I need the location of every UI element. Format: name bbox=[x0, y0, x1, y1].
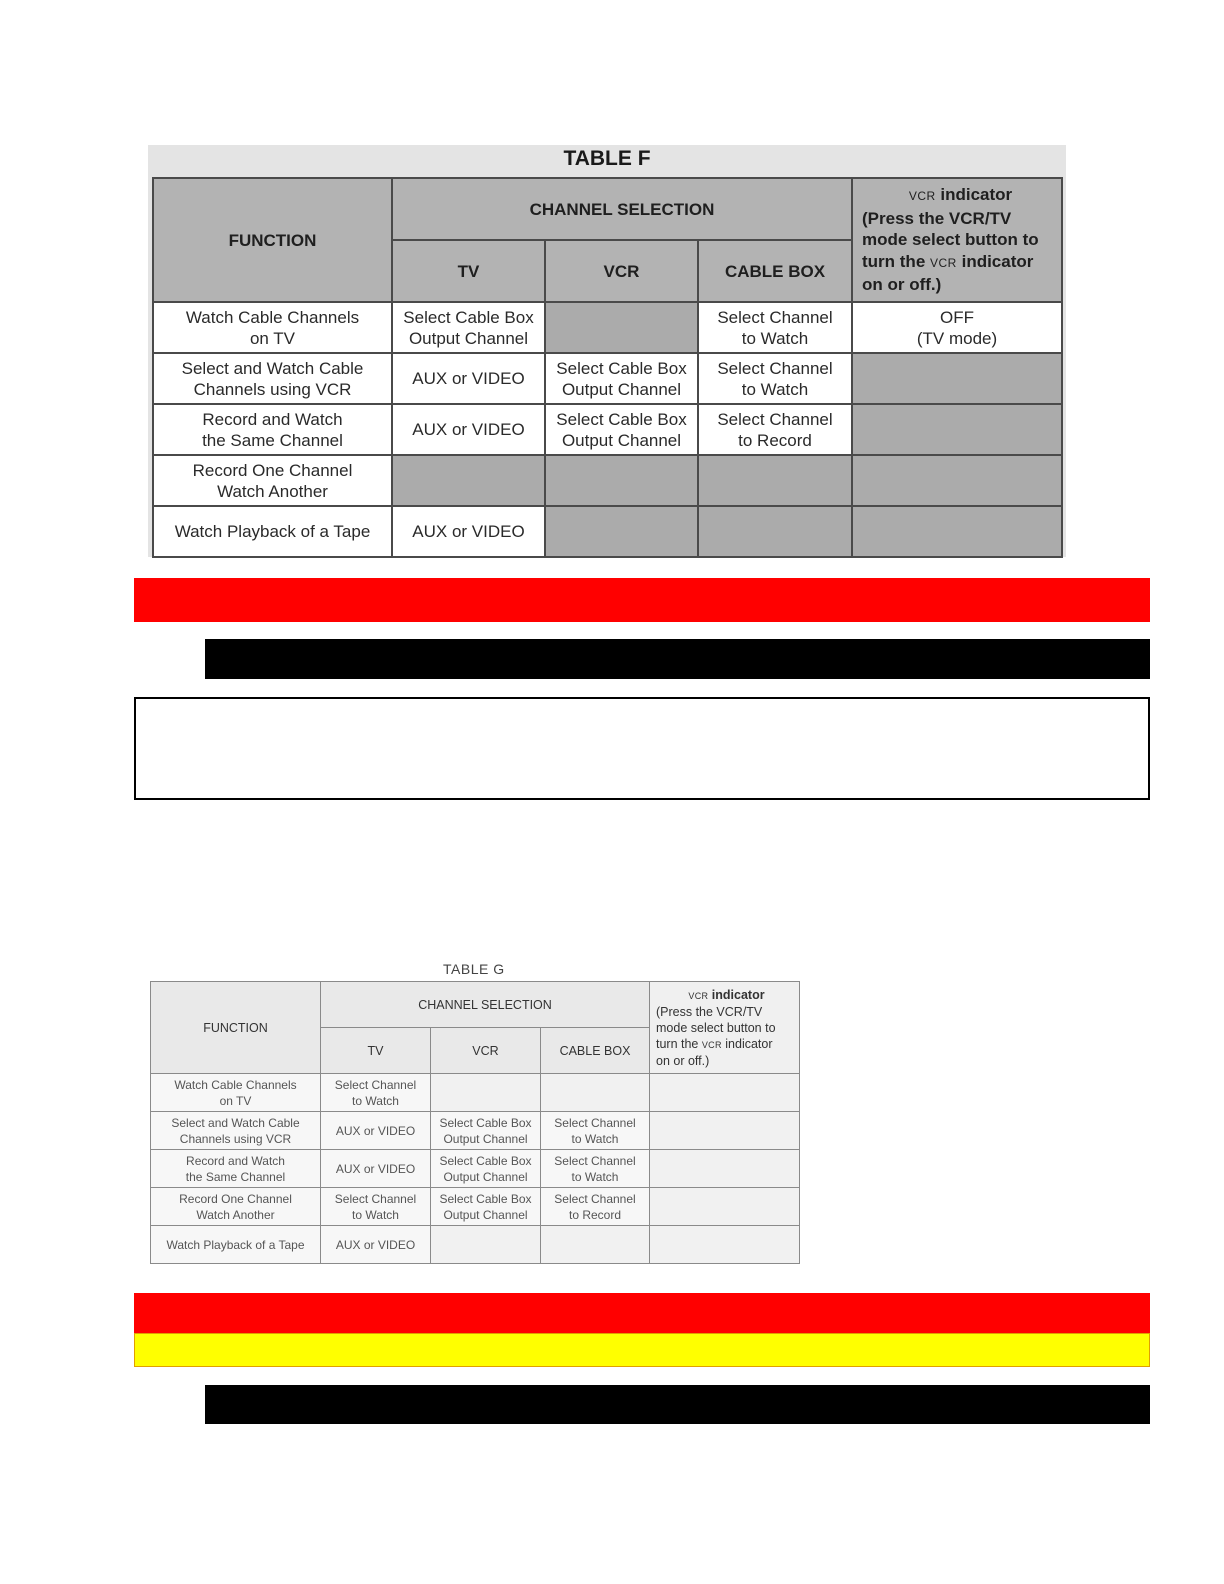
vcr-cell: Select Cable Box Output Channel bbox=[545, 404, 698, 455]
vcr-cell-empty bbox=[431, 1226, 541, 1264]
vcr-cell-shaded bbox=[545, 506, 698, 557]
vcr-indicator-small-label: VCR bbox=[930, 255, 957, 270]
black-heading-bar bbox=[205, 639, 1150, 679]
function-cell: Watch Playback of a Tape bbox=[153, 506, 392, 557]
cable-box-cell: Select Channel to Record bbox=[698, 404, 852, 455]
table-row bbox=[153, 353, 1062, 404]
vcr-cell: Select Cable Box Output Channel bbox=[545, 353, 698, 404]
indicator-cell-empty bbox=[650, 1074, 800, 1112]
table-row bbox=[153, 302, 1062, 353]
tv-cell: AUX or VIDEO bbox=[321, 1226, 431, 1264]
indicator-note-text: indicator bbox=[961, 251, 1034, 271]
vcr-cell-empty bbox=[431, 1074, 541, 1112]
vcr-indicator-small-label: VCR bbox=[908, 189, 936, 204]
vcr-column-header: VCR bbox=[545, 240, 698, 302]
vcr-cell: Select Cable Box Output Channel bbox=[431, 1150, 541, 1188]
indicator-note-line: (Press the VCR/TV bbox=[656, 1004, 763, 1019]
vcr-indicator-header bbox=[650, 982, 800, 1074]
cable-box-cell: Select Channel to Watch bbox=[698, 353, 852, 404]
function-cell: Select and Watch Cable Channels using VCR bbox=[153, 353, 392, 404]
function-header: FUNCTION bbox=[153, 178, 392, 302]
tv-cell: Select Channel to Watch bbox=[321, 1074, 431, 1112]
vcr-column-header: VCR bbox=[431, 1028, 541, 1074]
indicator-note-line: mode select button to bbox=[656, 1020, 776, 1035]
vcr-cell: Select Cable Box Output Channel bbox=[431, 1112, 541, 1150]
cable-box-cell: Select Channel to Record bbox=[541, 1188, 650, 1226]
table-row bbox=[153, 455, 1062, 506]
tv-cell: AUX or VIDEO bbox=[321, 1150, 431, 1188]
indicator-cell-shaded bbox=[852, 455, 1062, 506]
indicator-note-text: turn the bbox=[656, 1036, 699, 1051]
function-cell: Watch Cable Channels on TV bbox=[151, 1074, 321, 1112]
black-heading-bar bbox=[205, 1385, 1150, 1424]
red-banner-bar bbox=[134, 1293, 1150, 1334]
indicator-word: indicator bbox=[711, 987, 765, 1002]
indicator-cell-empty bbox=[650, 1150, 800, 1188]
channel-selection-header: CHANNEL SELECTION bbox=[321, 982, 650, 1028]
tv-cell: AUX or VIDEO bbox=[392, 404, 545, 455]
cable-box-cell-empty bbox=[541, 1226, 650, 1264]
table-row bbox=[151, 1150, 800, 1188]
vcr-indicator-small-label: VCR bbox=[688, 990, 709, 1001]
function-cell: Record One Channel Watch Another bbox=[151, 1188, 321, 1226]
tv-cell: AUX or VIDEO bbox=[392, 506, 545, 557]
indicator-note-line: on or off.) bbox=[862, 275, 942, 295]
indicator-note-line: mode select button to bbox=[862, 230, 1039, 250]
indicator-word: indicator bbox=[940, 185, 1013, 205]
cable-box-cell: Select Channel to Watch bbox=[541, 1150, 650, 1188]
indicator-cell-shaded bbox=[852, 404, 1062, 455]
cable-box-cell-shaded bbox=[698, 455, 852, 506]
function-cell: Select and Watch Cable Channels using VCR bbox=[151, 1112, 321, 1150]
table-f bbox=[148, 145, 1066, 557]
function-cell: Watch Playback of a Tape bbox=[151, 1226, 321, 1264]
table-row bbox=[151, 1074, 800, 1112]
indicator-cell-shaded bbox=[852, 506, 1062, 557]
indicator-cell: OFF (TV mode) bbox=[852, 302, 1062, 353]
vcr-cell: Select Cable Box Output Channel bbox=[431, 1188, 541, 1226]
cable-box-cell-empty bbox=[541, 1074, 650, 1112]
tv-column-header: TV bbox=[392, 240, 545, 302]
red-banner-bar bbox=[134, 578, 1150, 622]
cable-box-cell: Select Channel to Watch bbox=[541, 1112, 650, 1150]
empty-outlined-box bbox=[134, 697, 1150, 800]
cable-box-column-header: CABLE BOX bbox=[541, 1028, 650, 1074]
function-cell: Record and Watch the Same Channel bbox=[153, 404, 392, 455]
vcr-indicator-header bbox=[852, 178, 1062, 302]
function-cell: Record One Channel Watch Another bbox=[153, 455, 392, 506]
table-g-grid bbox=[150, 981, 800, 1264]
table-row bbox=[151, 1112, 800, 1150]
table-row bbox=[153, 404, 1062, 455]
table-row bbox=[153, 506, 1062, 557]
vcr-indicator-small-label: VCR bbox=[701, 1039, 722, 1050]
table-row bbox=[151, 1226, 800, 1264]
cable-box-column-header: CABLE BOX bbox=[698, 240, 852, 302]
function-cell: Record and Watch the Same Channel bbox=[151, 1150, 321, 1188]
yellow-banner-bar bbox=[134, 1333, 1150, 1367]
indicator-cell-empty bbox=[650, 1112, 800, 1150]
vcr-cell-shaded bbox=[545, 455, 698, 506]
table-f-title: TABLE F bbox=[563, 147, 651, 170]
cable-box-cell: Select Channel to Watch bbox=[698, 302, 852, 353]
tv-cell: Select Channel to Watch bbox=[321, 1188, 431, 1226]
indicator-cell-empty bbox=[650, 1226, 800, 1264]
vcr-cell-shaded bbox=[545, 302, 698, 353]
indicator-note-text: indicator bbox=[725, 1036, 773, 1051]
indicator-cell-shaded bbox=[852, 353, 1062, 404]
function-cell: Watch Cable Channels on TV bbox=[153, 302, 392, 353]
indicator-note-text: turn the bbox=[862, 251, 926, 271]
table-g-title: TABLE G bbox=[443, 961, 505, 977]
table-f-grid bbox=[152, 177, 1063, 558]
channel-selection-header: CHANNEL SELECTION bbox=[392, 178, 852, 240]
tv-cell-shaded bbox=[392, 455, 545, 506]
tv-cell: AUX or VIDEO bbox=[392, 353, 545, 404]
cable-box-cell-shaded bbox=[698, 506, 852, 557]
tv-cell: AUX or VIDEO bbox=[321, 1112, 431, 1150]
tv-cell: Select Cable Box Output Channel bbox=[392, 302, 545, 353]
indicator-cell-empty bbox=[650, 1188, 800, 1226]
indicator-note-line: (Press the VCR/TV bbox=[862, 208, 1012, 228]
table-g bbox=[148, 957, 802, 1265]
indicator-note-line: on or off.) bbox=[656, 1053, 710, 1068]
table-row bbox=[151, 1188, 800, 1226]
tv-column-header: TV bbox=[321, 1028, 431, 1074]
function-header: FUNCTION bbox=[151, 982, 321, 1074]
